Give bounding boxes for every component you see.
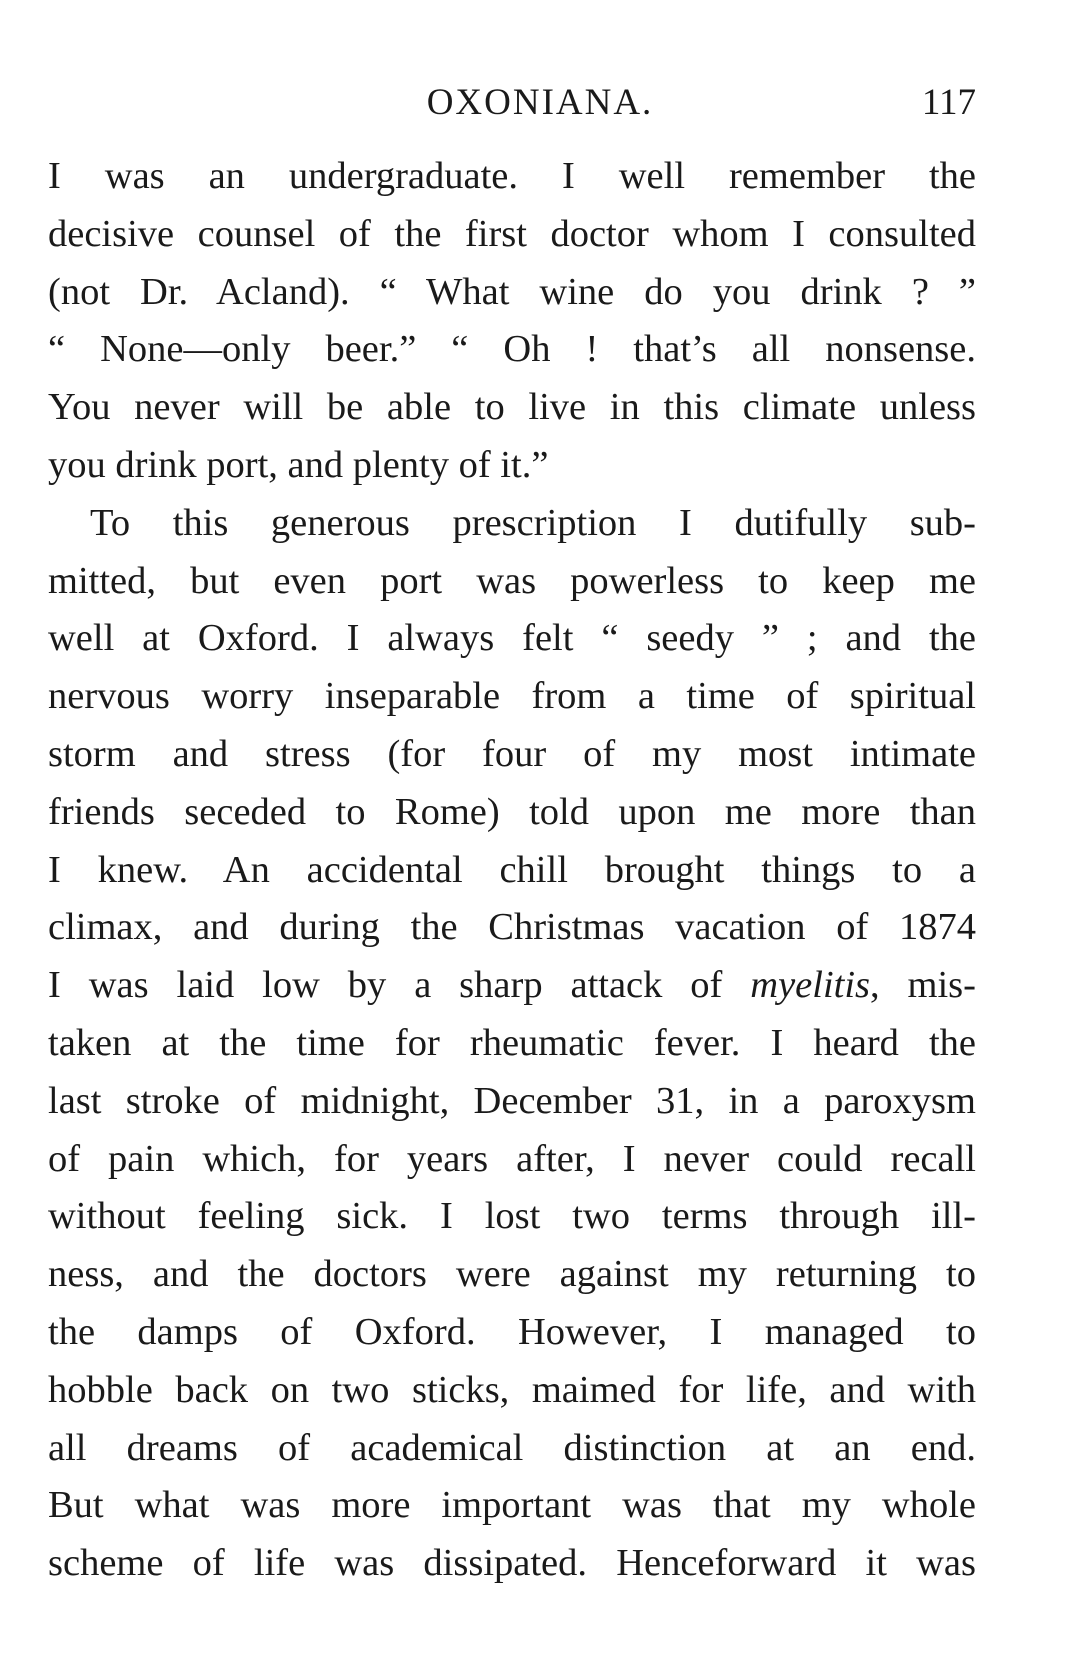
- text-line: decisive counsel of the first doctor whom I consulted: [48, 212, 976, 255]
- paragraph-start-line: To this generous prescription I dutifully sub-: [90, 501, 976, 544]
- text-segment: , mis-: [870, 964, 976, 1007]
- text-line: But what was more important was that my whole: [48, 1484, 976, 1527]
- body-text: [48, 148, 976, 1593]
- text-line: of pain which, for years after, I never could recall: [48, 1137, 976, 1180]
- text-line: “ None—only beer.” “ Oh ! that’s all nonsense.: [48, 328, 976, 371]
- text-line: without feeling sick. I lost two terms through ill-: [48, 1195, 976, 1238]
- text-line: hobble back on two sticks, maimed for life, and with: [48, 1368, 976, 1411]
- page-number: 117: [921, 82, 976, 123]
- text-line: I knew. An accidental chill brought things to a: [48, 848, 976, 891]
- paragraph-end-line: you drink port, and plenty of it.”: [48, 443, 549, 486]
- text-line: I was an undergraduate. I well remember the: [48, 155, 976, 197]
- text-line-with-italic: [48, 957, 976, 1015]
- text-line: (not Dr. Acland). “ What wine do you drink ? ”: [48, 270, 976, 313]
- text-line: climax, and during the Christmas vacation of 1874: [48, 906, 976, 949]
- running-head: [0, 78, 1080, 128]
- text-line: nervous worry inseparable from a time of spiritual: [48, 675, 976, 718]
- text-line: the damps of Oxford. However, I managed to: [48, 1310, 976, 1353]
- text-line: ness, and the doctors were against my returning to: [48, 1253, 976, 1296]
- text-line: mitted, but even port was powerless to keep me: [48, 559, 976, 602]
- text-line: friends seceded to Rome) told upon me more than: [48, 790, 976, 833]
- text-segment: I was laid low by a sharp attack of: [48, 964, 751, 1007]
- italic-term: myelitis: [750, 964, 871, 1007]
- text-line: all dreams of academical distinction at an end.: [48, 1426, 976, 1469]
- text-line: storm and stress (for four of my most intimate: [48, 732, 976, 775]
- running-title: OXONIANA.: [426, 82, 654, 123]
- text-line: well at Oxford. I always felt “ seedy ” ; and the: [48, 617, 976, 660]
- text-line: scheme of life was dissipated. Henceforward it was: [48, 1542, 976, 1585]
- text-line: last stroke of midnight, December 31, in a paroxysm: [48, 1079, 976, 1122]
- text-line: You never will be able to live in this climate unless: [48, 386, 976, 429]
- text-line: taken at the time for rheumatic fever. I heard the: [48, 1021, 976, 1064]
